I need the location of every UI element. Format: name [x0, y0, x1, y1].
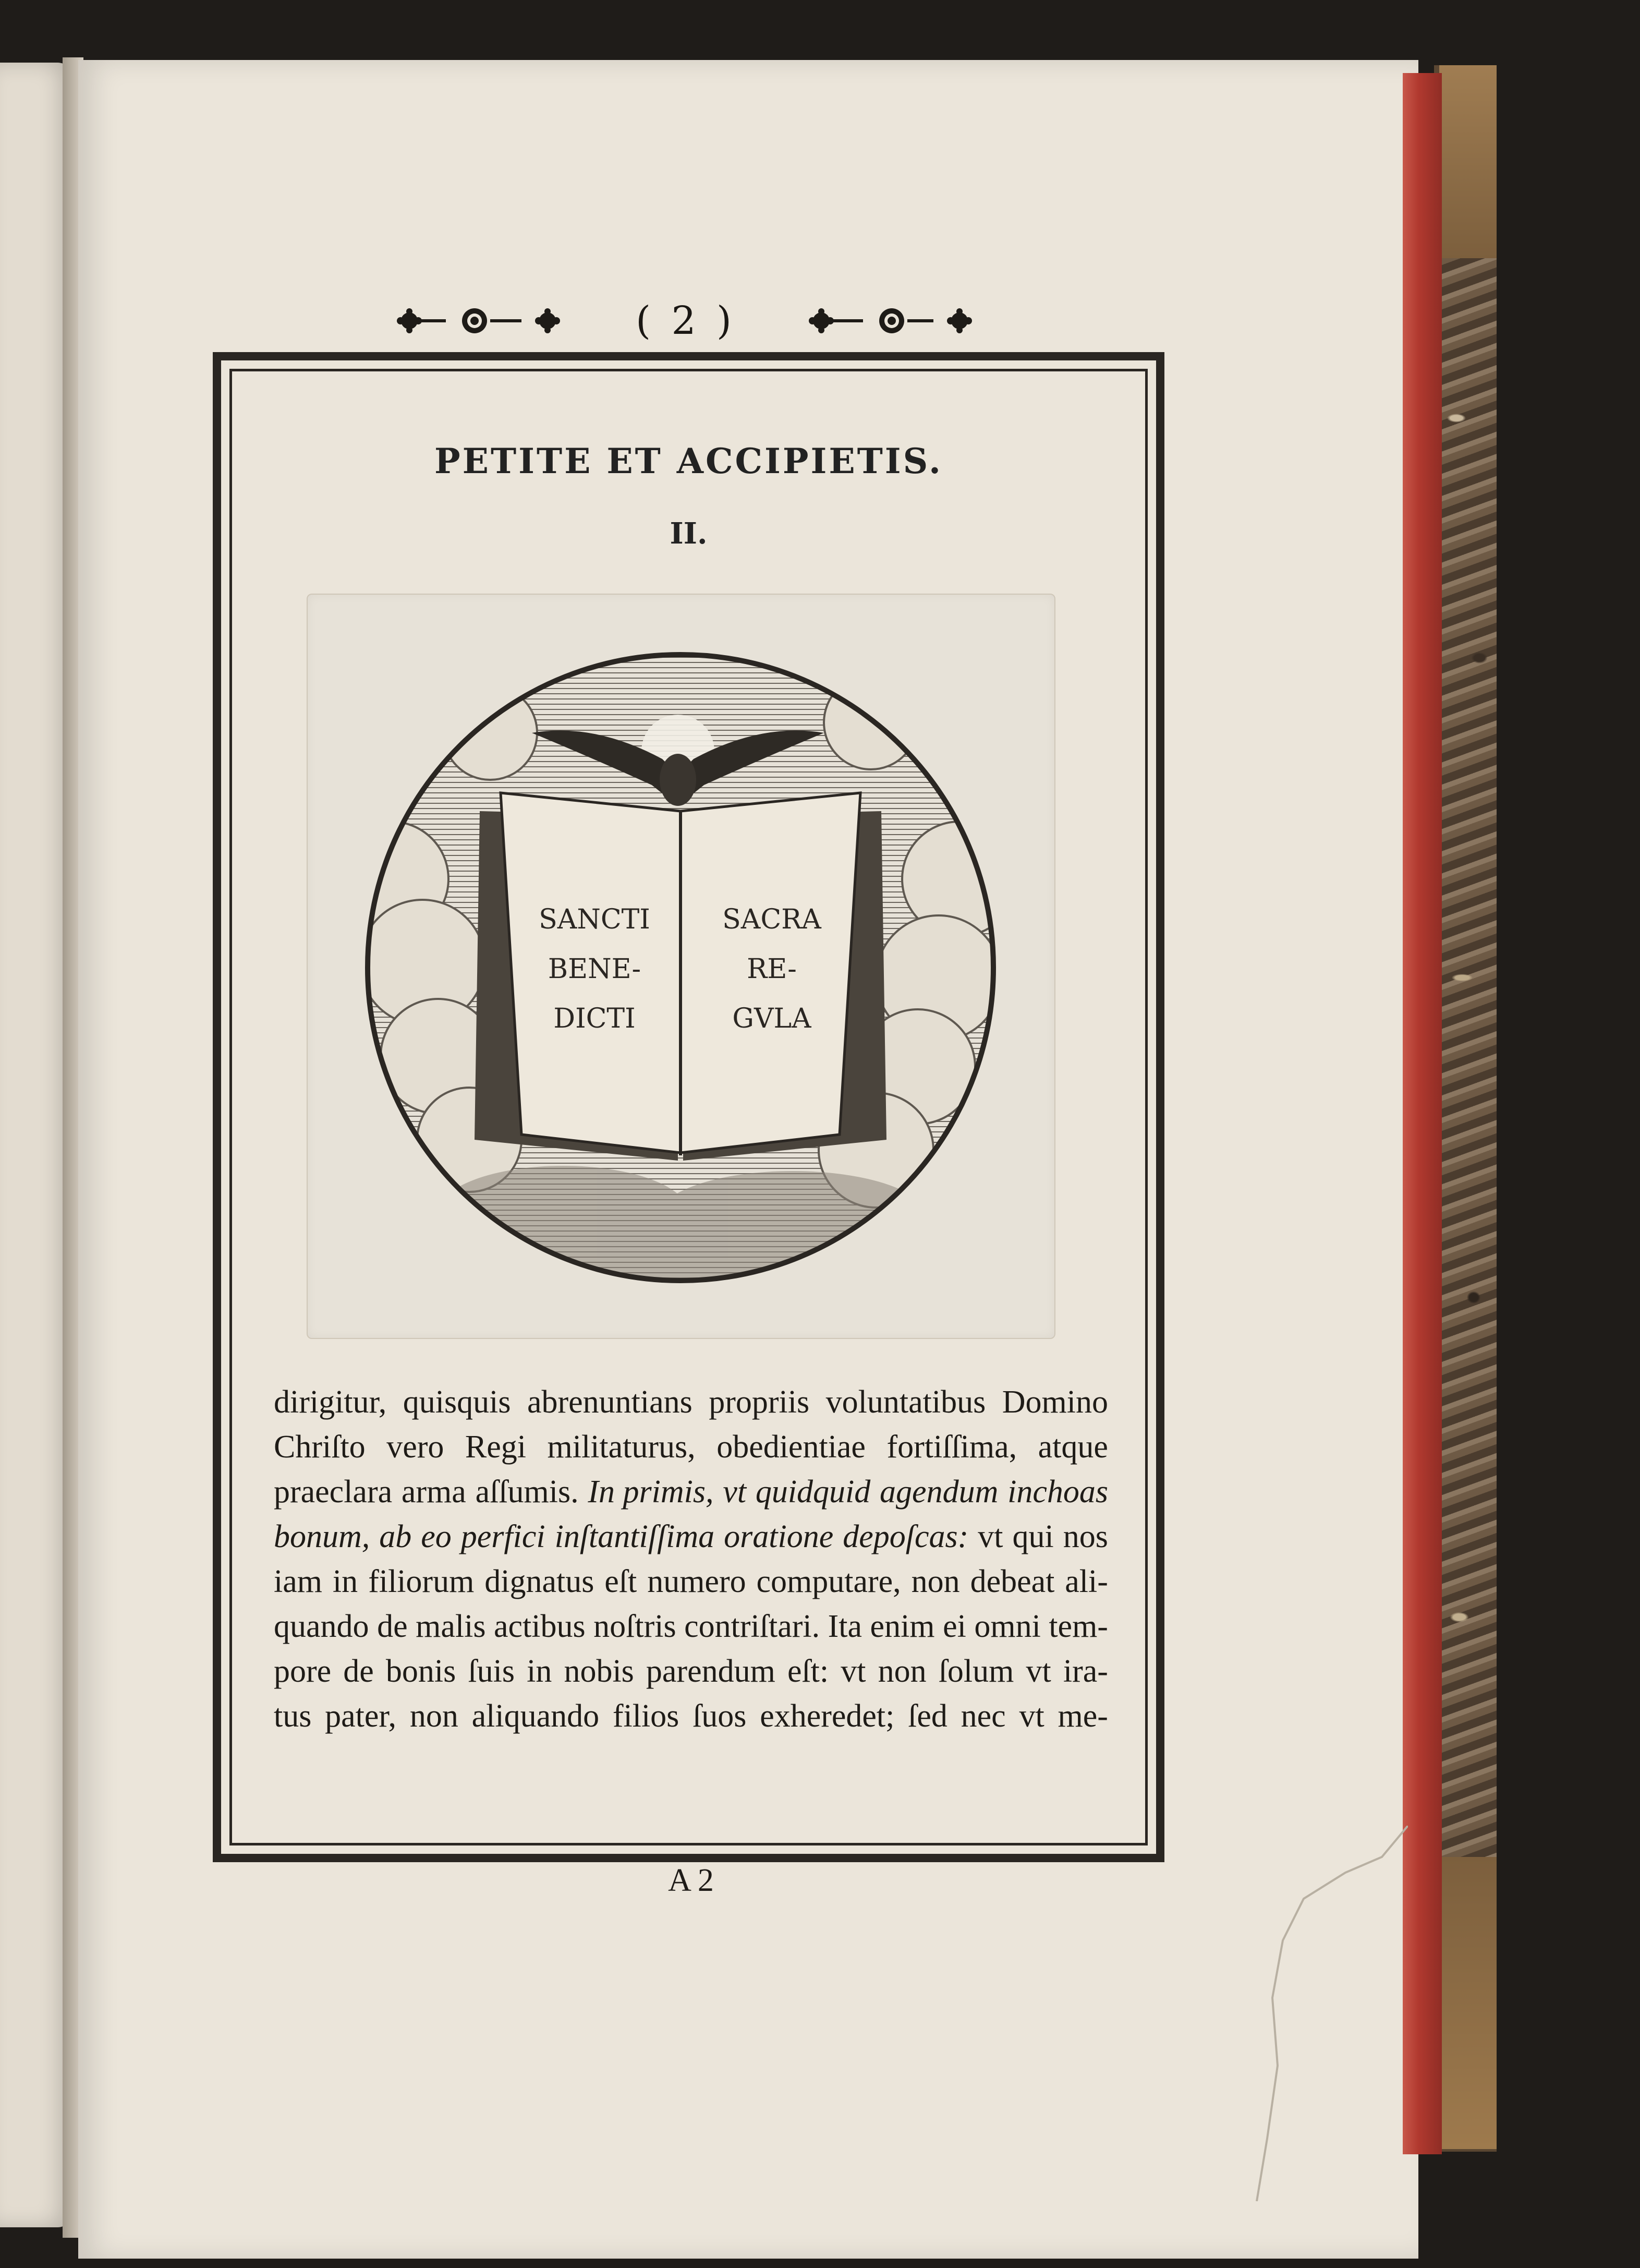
word: nobis — [564, 1654, 634, 1689]
word: abrenuntians — [527, 1384, 693, 1420]
word: numero — [647, 1564, 746, 1599]
word: bonum, — [274, 1519, 370, 1554]
word: ab — [379, 1519, 412, 1554]
word: eo — [421, 1519, 452, 1554]
red-page-edges — [1403, 73, 1442, 2154]
word: fortiſſima, — [886, 1429, 1017, 1465]
word: exheredet; — [760, 1698, 895, 1734]
word: noſtris — [593, 1609, 676, 1644]
word: me- — [1058, 1698, 1108, 1734]
cover-leather-corner-bottom — [1439, 1857, 1497, 2149]
word: vt — [978, 1519, 1003, 1554]
word: eſt: — [787, 1654, 829, 1689]
word: agendum — [880, 1474, 999, 1510]
text-line — [274, 1649, 1108, 1694]
word: quando — [274, 1609, 369, 1644]
book-right-line-1: SACRA — [722, 904, 821, 935]
word: perfici — [460, 1519, 545, 1554]
word: propriis — [709, 1384, 810, 1420]
book-left-line-1: SANCTI — [539, 904, 650, 935]
word: iam — [274, 1564, 322, 1599]
word: ira- — [1063, 1654, 1108, 1689]
text-line — [274, 1604, 1108, 1649]
body-text — [274, 1380, 1108, 1739]
word: militaturus, — [547, 1429, 696, 1465]
text-line — [274, 1380, 1108, 1425]
left-ornament-icon — [391, 300, 568, 342]
word: aſſumis. — [475, 1474, 579, 1510]
book-left-line-2: BENE- — [548, 954, 641, 985]
word: depoſcas: — [843, 1519, 969, 1554]
word: nos — [1063, 1519, 1108, 1554]
word: pore — [274, 1654, 332, 1689]
word: praeclara — [274, 1474, 393, 1510]
text-line — [274, 1559, 1108, 1604]
word: dignatus — [484, 1564, 594, 1599]
word: arma — [401, 1474, 466, 1510]
word: non — [911, 1564, 960, 1599]
word: ſed — [908, 1698, 947, 1734]
word: pater, — [325, 1698, 397, 1734]
word: enim — [870, 1609, 935, 1644]
word: debeat — [970, 1564, 1055, 1599]
word: voluntatibus — [825, 1384, 986, 1420]
word: inſtantiſſima — [554, 1519, 715, 1554]
word: contriſtari. — [684, 1609, 820, 1644]
word: ali- — [1065, 1564, 1108, 1599]
word: In primis, — [588, 1474, 714, 1510]
running-header — [391, 292, 980, 349]
word: vero — [386, 1429, 444, 1465]
word: in — [527, 1654, 552, 1689]
signature-mark: A 2 — [668, 1863, 714, 1898]
word: dirigitur, — [274, 1384, 387, 1420]
word: non — [409, 1698, 458, 1734]
word: malis — [416, 1609, 486, 1644]
word: parendum — [646, 1654, 775, 1689]
word: de — [377, 1609, 408, 1644]
word: computare, — [756, 1564, 901, 1599]
word: tem- — [1049, 1609, 1108, 1644]
page-number: ( 2 ) — [636, 298, 736, 343]
word: eſt — [604, 1564, 637, 1599]
word: vt — [841, 1654, 866, 1689]
word: oratione — [724, 1519, 834, 1554]
word: aliquando — [471, 1698, 600, 1734]
word: omni — [974, 1609, 1041, 1644]
book-right-line-3: GVLA — [732, 1003, 811, 1034]
book-right-line-2: RE- — [747, 954, 797, 985]
left-page-edge — [0, 63, 73, 2227]
word: bonis — [385, 1654, 456, 1689]
text-line — [274, 1514, 1108, 1559]
open-book-icon — [475, 793, 886, 1161]
word: ſuis — [468, 1654, 515, 1689]
word: vt — [1026, 1654, 1051, 1689]
word: ſuos — [693, 1698, 747, 1734]
word: quidquid — [755, 1474, 871, 1510]
word: in — [332, 1564, 358, 1599]
word: Ita — [828, 1609, 862, 1644]
paper-tear-line — [1147, 1826, 1408, 2201]
text-line — [274, 1425, 1108, 1469]
word: obedientiae — [716, 1429, 866, 1465]
word: actibus — [493, 1609, 586, 1644]
word: filios — [612, 1698, 679, 1734]
word: Regi — [465, 1429, 526, 1465]
word: qui — [1012, 1519, 1054, 1554]
word: atque — [1038, 1429, 1108, 1465]
word: inchoas — [1007, 1474, 1108, 1510]
cover-marbled-paper — [1439, 258, 1497, 1857]
word: vt — [1019, 1698, 1044, 1734]
word: Domino — [1002, 1384, 1108, 1420]
word: Chriſto — [274, 1429, 366, 1465]
book-left-line-3: DICTI — [553, 1003, 636, 1034]
word: quisquis — [403, 1384, 511, 1420]
engraving-medallion — [344, 639, 1017, 1296]
text-line — [274, 1469, 1108, 1514]
word: nec — [961, 1698, 1006, 1734]
word: vt — [723, 1474, 747, 1510]
text-line — [274, 1694, 1108, 1739]
section-numeral: II. — [670, 516, 708, 551]
page-title: PETITE ET ACCIPIETIS. — [434, 441, 943, 481]
cover-leather-corner-top — [1439, 65, 1497, 258]
right-ornament-icon — [803, 300, 980, 342]
word: non — [878, 1654, 927, 1689]
word: de — [343, 1654, 374, 1689]
word: tus — [274, 1698, 312, 1734]
word: ei — [943, 1609, 966, 1644]
word: filiorum — [368, 1564, 475, 1599]
word: ſolum — [938, 1654, 1014, 1689]
